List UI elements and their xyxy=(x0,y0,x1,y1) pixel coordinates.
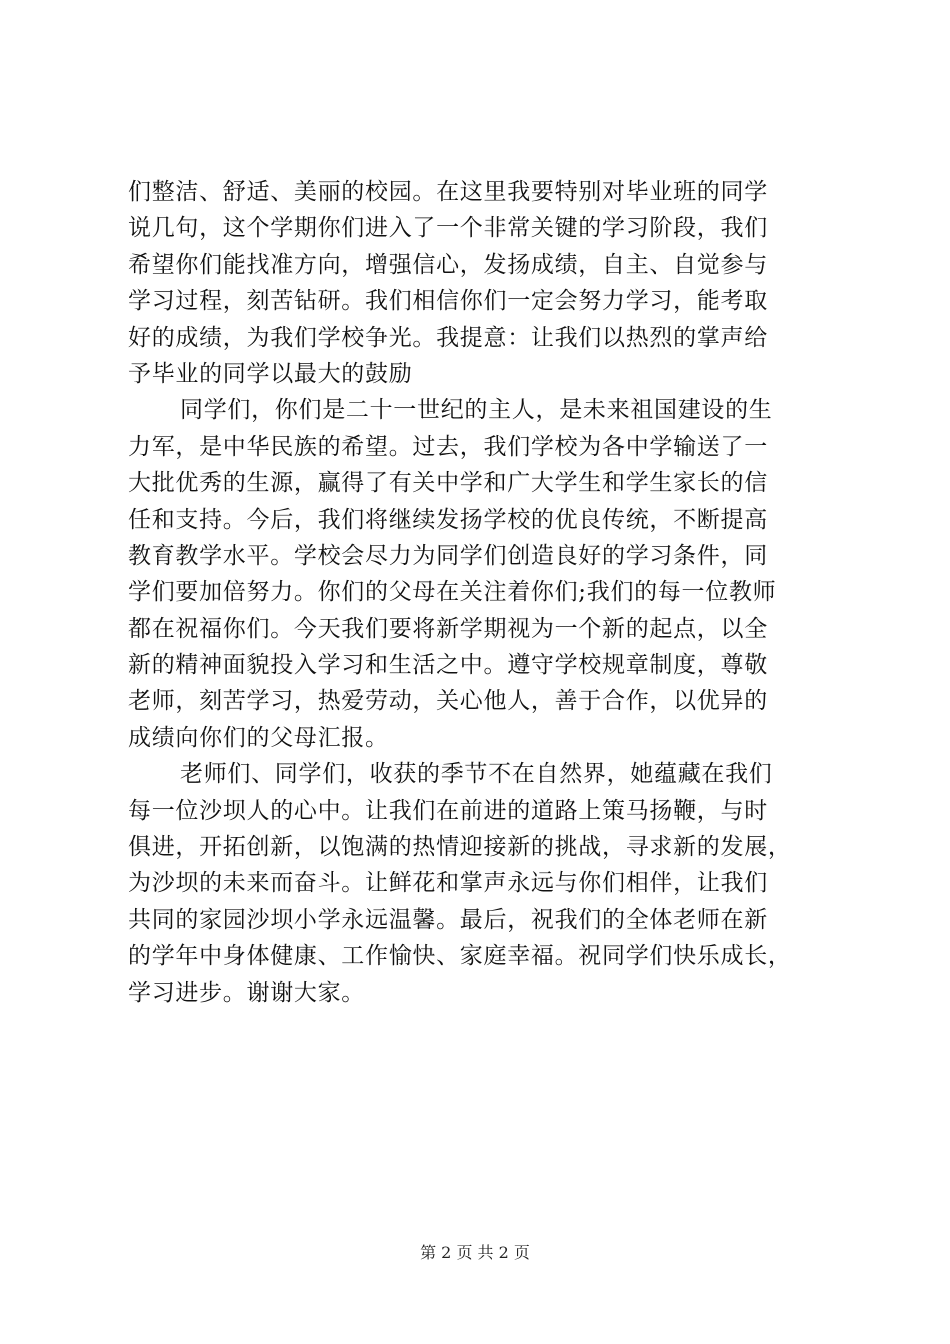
paragraph-3-line-4: 为沙坝的未来而奋斗。让鲜花和掌声永远与你们相伴，让我们 xyxy=(128,870,768,897)
paragraph-2-line-3: 大批优秀的生源，赢得了有关中学和广大学生和学生家长的信 xyxy=(128,470,768,497)
paragraph-2-line-9: 老师，刻苦学习，热爱劳动，关心他人，善于合作，以优异的 xyxy=(128,688,768,715)
paragraph-3-line-1: 老师们、同学们，收获的季节不在自然界，她蕴藏在我们 xyxy=(180,761,773,788)
paragraph-2-line-6: 学们要加倍努力。你们的父母在关注着你们;我们的每一位教师 xyxy=(128,579,777,606)
paragraph-1-line-2: 说几句，这个学期你们进入了一个非常关键的学习阶段，我们 xyxy=(128,215,768,242)
paragraph-2-line-8: 新的精神面貌投入学习和生活之中。遵守学校规章制度，尊敬 xyxy=(128,652,768,679)
paragraph-1-line-6: 予毕业的同学以最大的鼓励 xyxy=(128,360,413,387)
page-number-label: 第 2 页 共 2 页 xyxy=(420,1243,530,1262)
paragraph-1-line-3: 希望你们能找准方向，增强信心，发扬成绩，自主、自觉参与 xyxy=(128,251,768,278)
paragraph-1-line-4: 学习过程，刻苦钻研。我们相信你们一定会努力学习，能考取 xyxy=(128,288,768,315)
paragraph-2-line-7: 都在祝福你们。今天我们要将新学期视为一个新的起点，以全 xyxy=(128,615,768,642)
paragraph-2-line-2: 力军，是中华民族的希望。过去，我们学校为各中学输送了一 xyxy=(128,433,768,460)
document-body xyxy=(128,174,832,1011)
paragraph-3-line-5: 共同的家园沙坝小学永远温馨。最后，祝我们的全体老师在新 xyxy=(128,906,768,933)
paragraph-1-line-1: 们整洁、舒适、美丽的校园。在这里我要特别对毕业班的同学 xyxy=(128,179,768,205)
paragraph-3-line-7: 学习进步。谢谢大家。 xyxy=(128,979,365,1006)
paragraph-3-line-2: 每一位沙坝人的心中。让我们在前进的道路上策马扬鞭，与时 xyxy=(128,797,768,824)
paragraph-2-line-5: 教育教学水平。学校会尽力为同学们创造良好的学习条件，同 xyxy=(128,542,768,569)
paragraph-2-line-10: 成绩向你们的父母汇报。 xyxy=(128,724,389,751)
page-footer xyxy=(0,1243,950,1263)
paragraph-2-line-1: 同学们，你们是二十一世纪的主人，是未来祖国建设的生 xyxy=(180,397,773,424)
paragraph-3-line-3: 俱进，开拓创新，以饱满的热情迎接新的挑战，寻求新的发展， xyxy=(128,834,792,861)
paragraph-3-line-6: 的学年中身体健康、工作愉快、家庭幸福。祝同学们快乐成长， xyxy=(128,943,792,970)
paragraph-1-line-5: 好的成绩，为我们学校争光。我提意：让我们以热烈的掌声给 xyxy=(128,324,768,351)
paragraph-2-line-4: 任和支持。今后，我们将继续发扬学校的优良传统，不断提高 xyxy=(128,506,768,533)
